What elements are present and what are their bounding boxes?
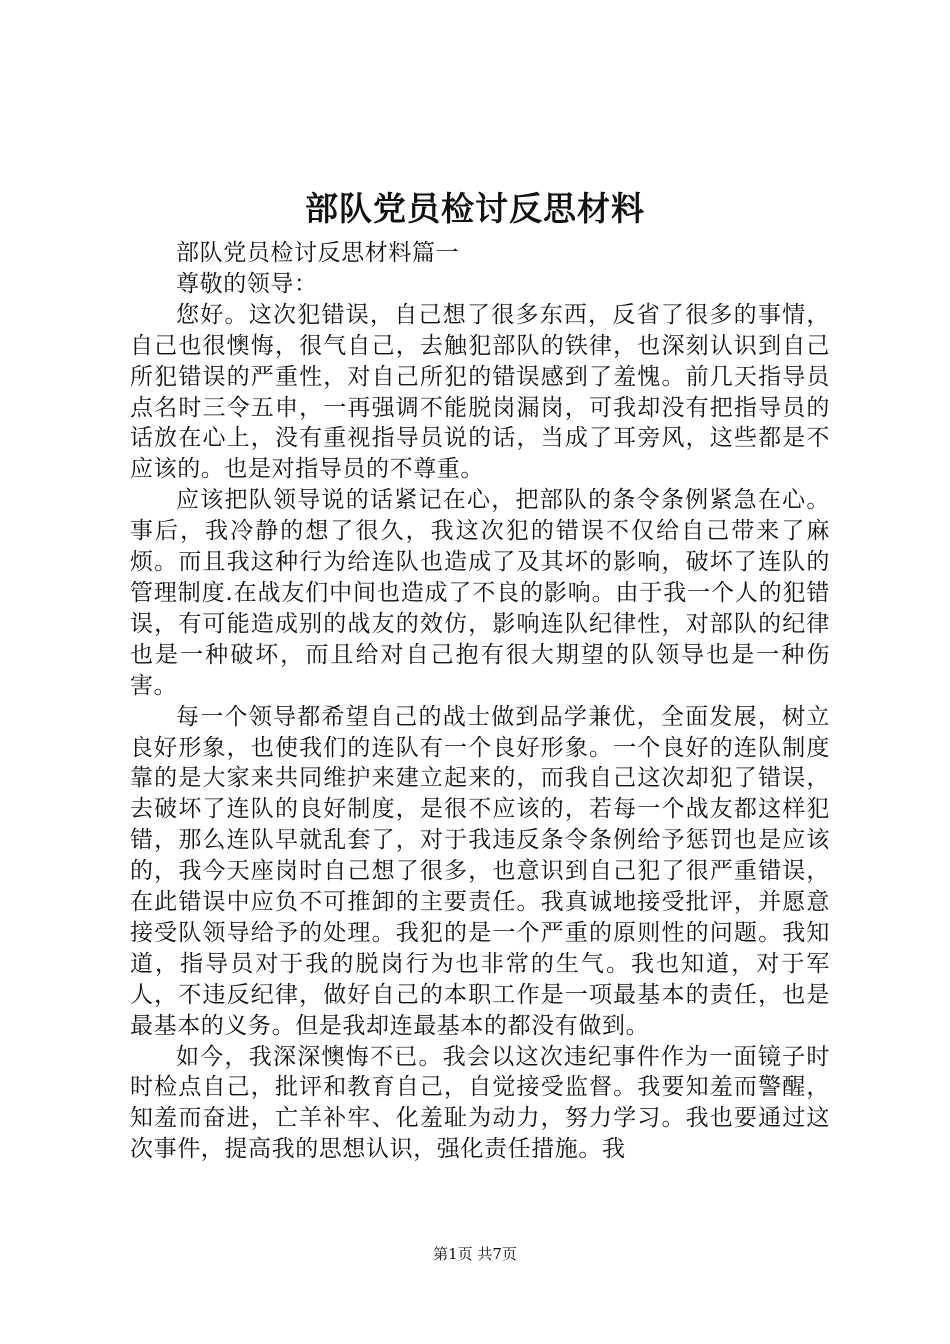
document-title: 部队党员检讨反思材料 (305, 189, 645, 228)
body-paragraph: 应该把队领导说的话紧记在心，把部队的条令条例紧急在心。事后，我冷静的想了很久，我这次犯的错误不仅给自己带来了麻烦。而且我这种行为给连队也造成了及其坏的影响，破坏了连队的管理制度.在战友们中间也造成了不良的影响。由于我一个人的犯错误，有可能造成别的战友的效仿，影响连队纪律性，对部队的纪律也是一种破坏，而且给对自己抱有很大期望的队领导也是一种伤害。 (130, 487, 830, 699)
salutation: 尊敬的领导： (176, 270, 318, 297)
document-body (130, 238, 830, 1165)
section-heading: 部队党员检讨反思材料篇一 (176, 240, 460, 266)
body-paragraph: 如今，我深深懊悔不已。我会以这次违纪事件作为一面镜子时时检点自己，批评和教育自己，自觉接受监督。我要知羞而警醒，知羞而奋进，亡羊补牢、化羞耻为动力，努力学习。我也要通过这次事件，提高我的思想认识，强化责任措施。我 (130, 1043, 830, 1163)
body-paragraph: 每一个领导都希望自己的战士做到品学兼优，全面发展，树立良好形象，也使我们的连队有一个良好形象。一个良好的连队制度靠的是大家来共同维护来建立起来的，而我自己这次却犯了错误，去破坏了连队的良好制度，是很不应该的，若每一个战友都这样犯错，那么连队早就乱套了，对于我违反条令条例给予惩罚也是应该的，我今天座岗时自己想了很多，也意识到自己犯了很严重错误，在此错误中应负不可推卸的主要责任。我真诚地接受批评，并愿意接受队领导给予的处理。我犯的是一个严重的原则性的问题。我知道，指导员对于我的脱岗行为也非常的生气。我也知道，对于军人，不违反纪律，做好自己的本职工作是一项最基本的责任，也是最基本的义务。但是我却连最基本的都没有做到。 (130, 703, 830, 1039)
page-number-footer: 第1页 共7页 (433, 1245, 517, 1263)
body-paragraph: 您好。这次犯错误，自己想了很多东西，反省了很多的事情，自己也很懊悔，很气自己，去触犯部队的铁律，也深刻认识到自己所犯错误的严重性，对自己所犯的错误感到了羞愧。前几天指导员点名时三令五申，一再强调不能脱岗漏岗，可我却没有把指导员的话放在心上，没有重视指导员说的话，当成了耳旁风，这些都是不应该的。也是对指导员的不尊重。 (130, 301, 830, 483)
